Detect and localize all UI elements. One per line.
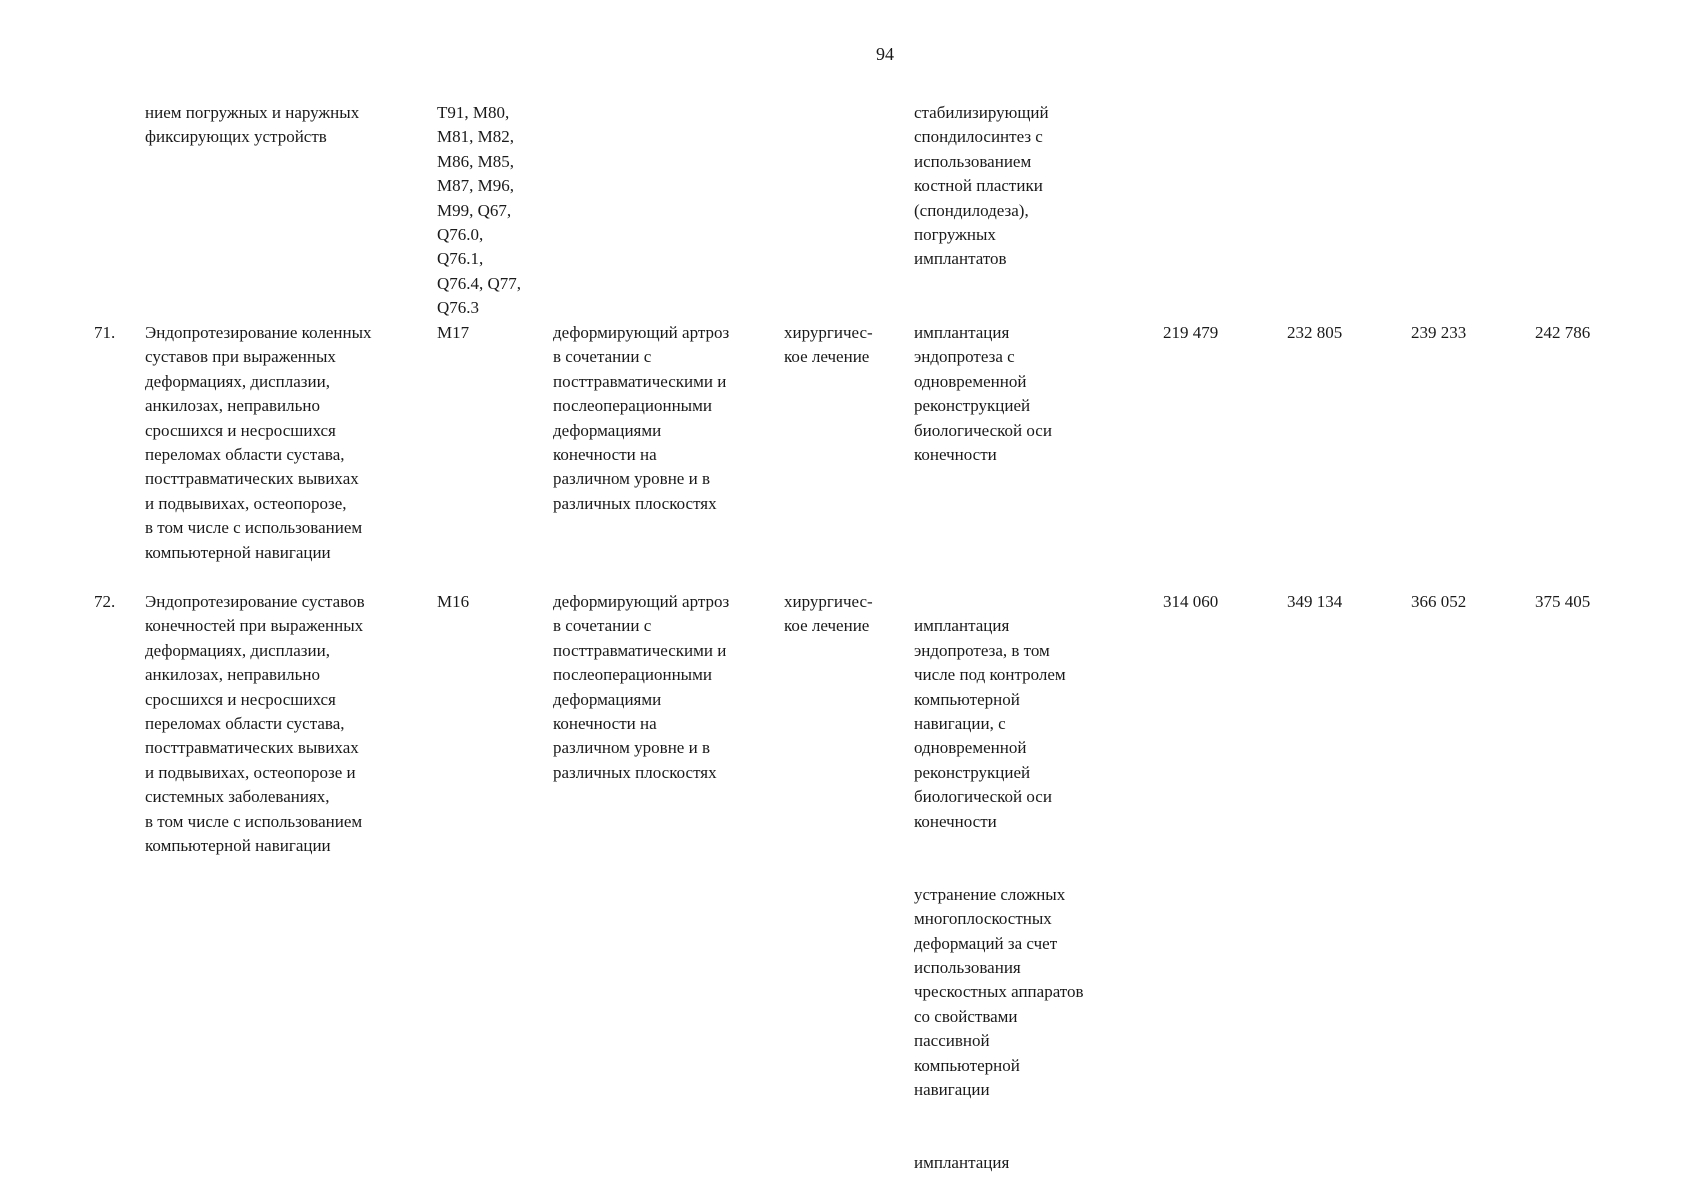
row-price-3: 239 233 <box>1411 323 1467 342</box>
row-treatment: хирургичес- кое лечение <box>784 323 873 367</box>
page-number: 94 <box>876 44 894 64</box>
row-price-3: 366 052 <box>1411 592 1467 611</box>
row-method: имплантация эндопротеза, в том числе под контролем компьютерной навигации, с одновременной реконструкцией биологической оси конечности <box>914 616 1066 831</box>
row-price-1: 219 479 <box>1163 323 1219 342</box>
row-treatment: хирургичес- кое лечение <box>784 592 873 636</box>
continuation-codes: T91, M80, M81, M82, M86, M85, M87, M96, M99, Q67, Q76.0, Q76.1, Q76.4, Q77, Q76.3 <box>437 103 522 318</box>
continuation-method: стабилизирующий спондилосинтез с использованием костной пластики (спондилодеза), погружных имплантатов <box>914 103 1049 269</box>
row-price-4: 242 786 <box>1535 323 1591 342</box>
row-price-2: 232 805 <box>1287 323 1343 342</box>
row-name: Эндопротезирование коленных суставов при выраженных деформациях, дисплазии, анкилозах, неправильно сросшихся и несросшихся переломах области сустава, посттравматических вывихах и подвывихах, остеопорозе, в том числе с использованием компьютерной навигации <box>145 323 372 562</box>
row-price-1: 314 060 <box>1163 592 1219 611</box>
row-methods <box>914 590 1134 1200</box>
row-model: деформирующий артроз в сочетании с посттравматическими и послеоперационными деформациями конечности на различном уровне и в различных плоскостях <box>553 323 730 513</box>
row-method: имплантация <box>914 1153 1010 1173</box>
row-method: устранение сложных многоплоскостных деформаций за счет использования чрескостных аппаратов со свойствами пассивной компьютерной навигации <box>914 884 1084 1100</box>
row-name: Эндопротезирование суставов конечностей при выраженных деформациях, дисплазии, анкилозах, неправильно сросшихся и несросшихся переломах области сустава, посттравматических вывихах и подвывихах, остеопорозе и системных заболеваниях, в том числе с использованием компьютерной навигации <box>145 592 365 856</box>
row-number: 72. <box>94 592 116 611</box>
row-model: деформирующий артроз в сочетании с посттравматическими и послеоперационными деформациями конечности на различном уровне и в различных плоскостях <box>553 592 730 782</box>
row-price-4: 375 405 <box>1535 592 1591 611</box>
continuation-name: нием погружных и наружных фиксирующих устройств <box>145 103 360 147</box>
row-number: 71. <box>94 323 116 342</box>
row-codes: M16 <box>437 592 470 611</box>
row-codes: M17 <box>437 323 470 342</box>
row-method: имплантация эндопротеза с одновременной реконструкцией биологической оси конечности <box>914 323 1052 465</box>
row-price-2: 349 134 <box>1287 592 1343 611</box>
